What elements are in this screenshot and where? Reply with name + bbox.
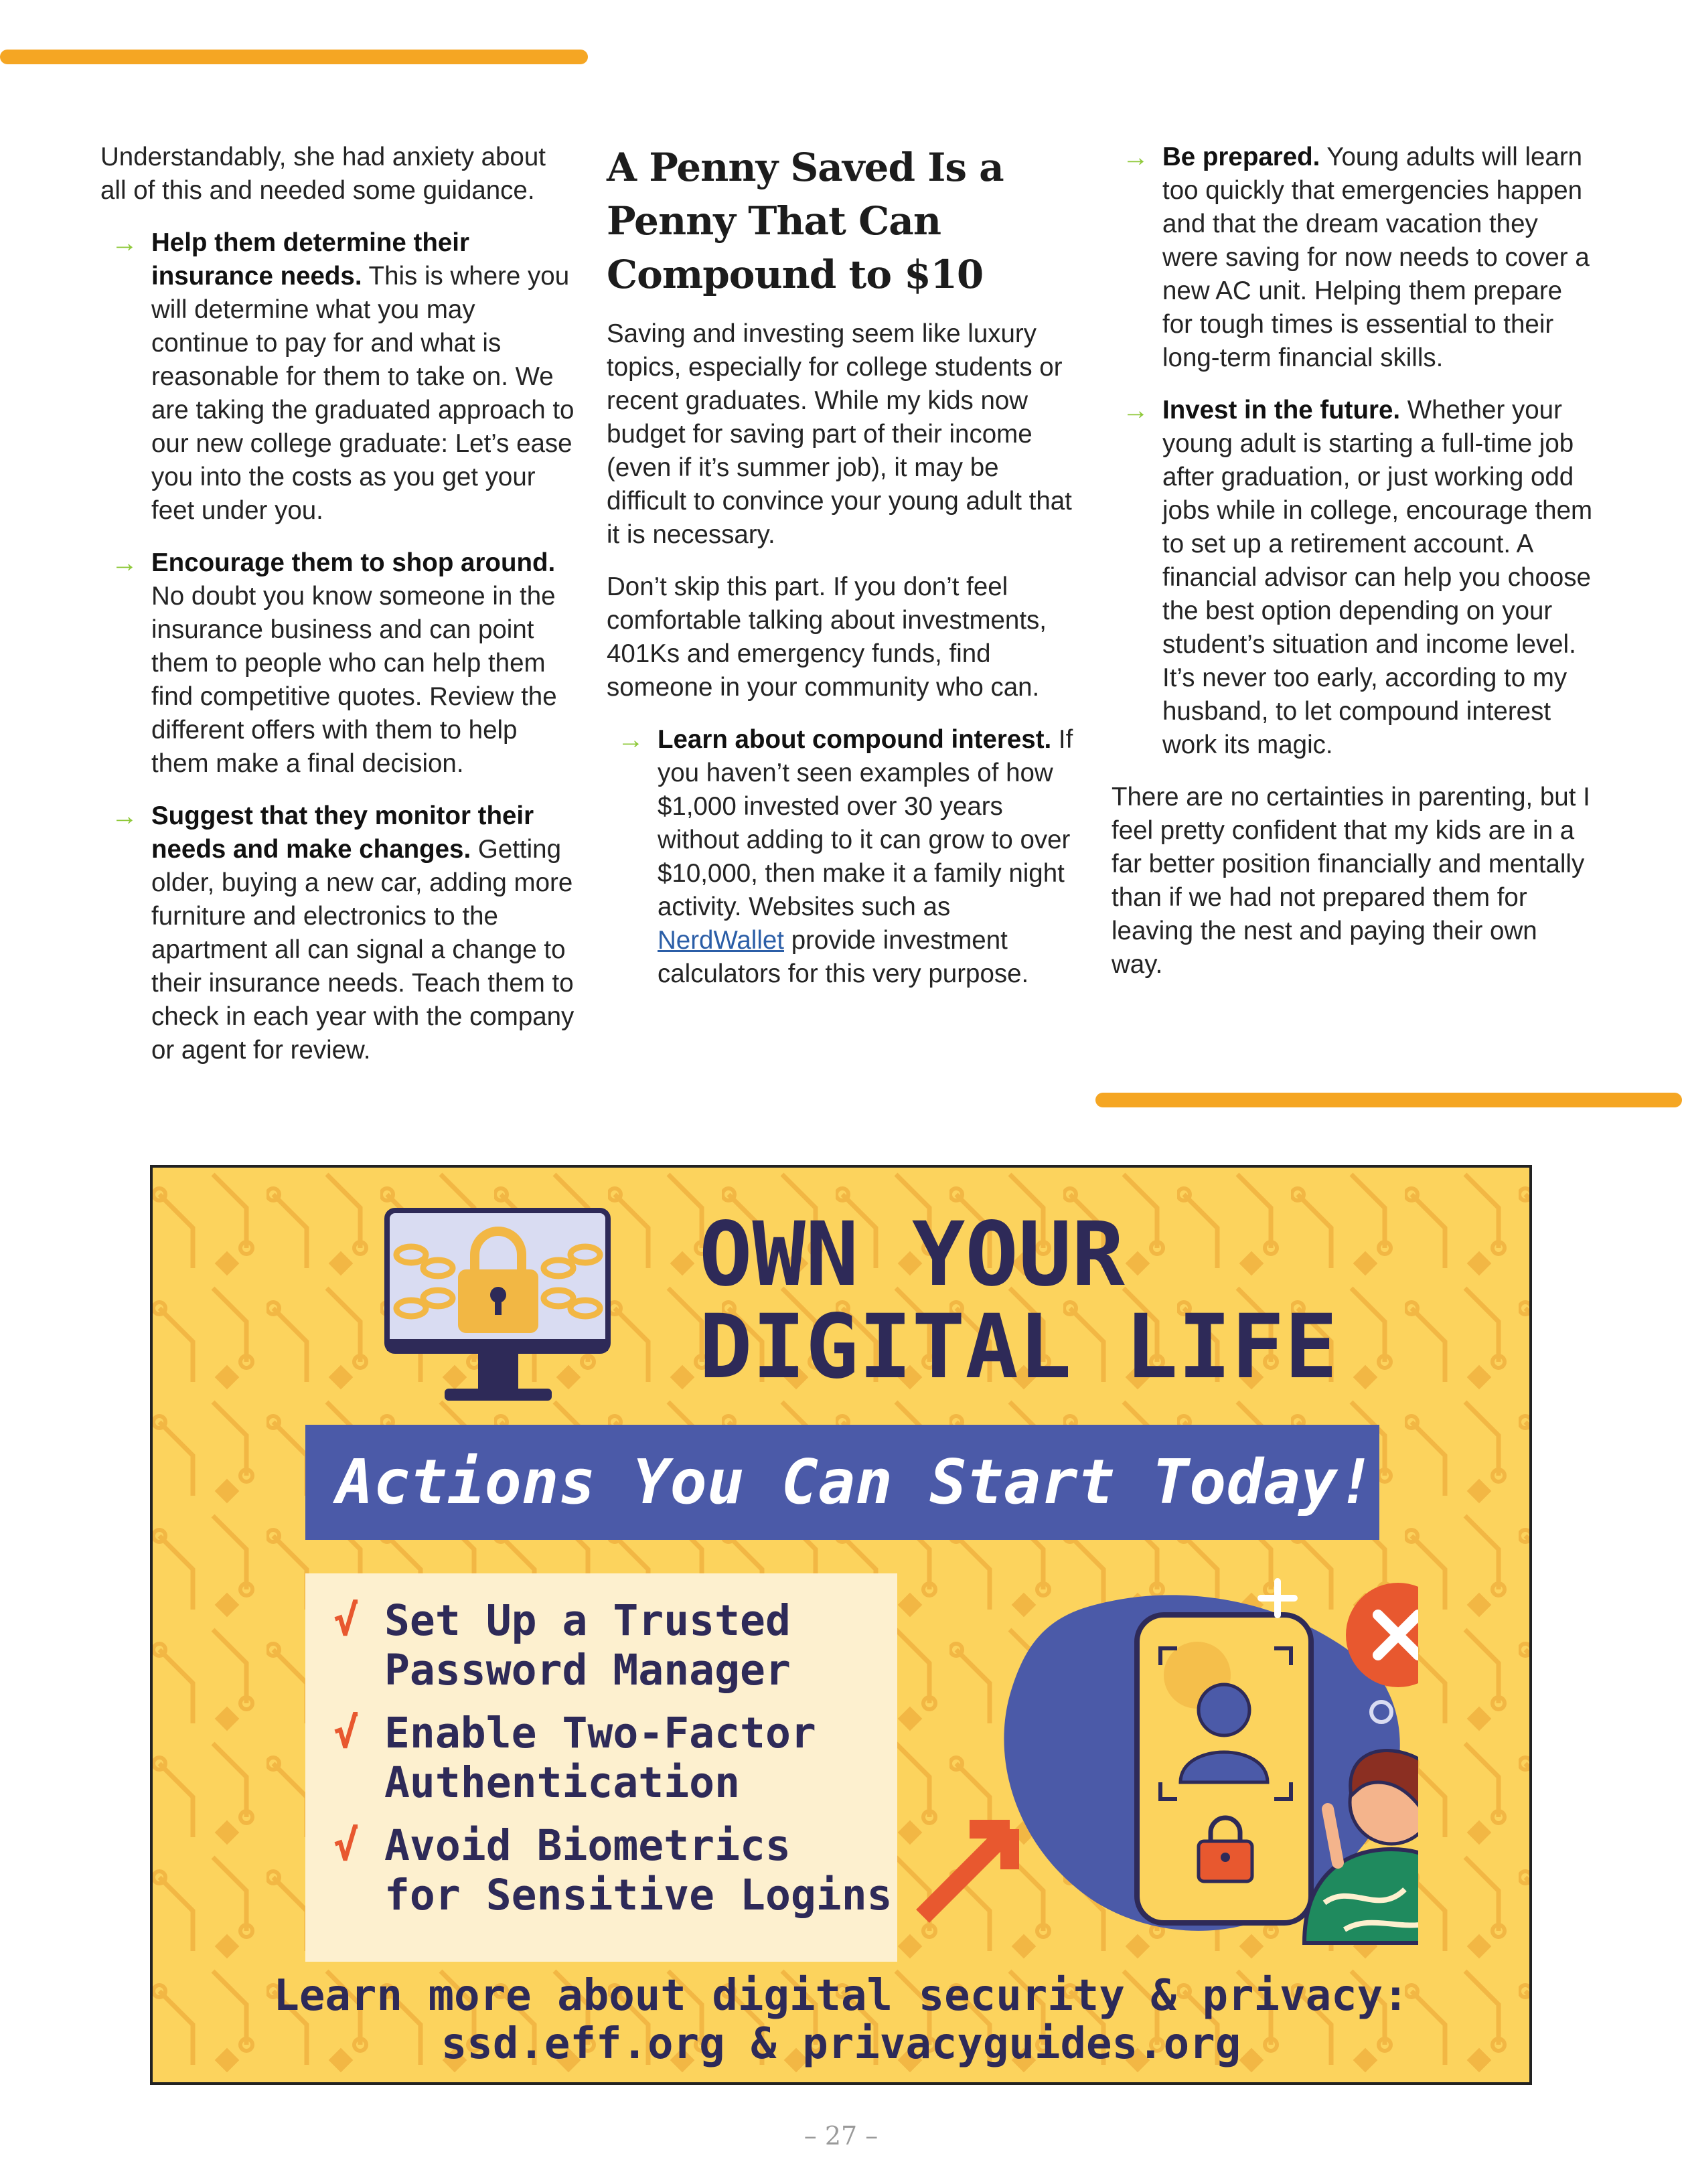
section-heading: A Penny Saved Is a Penny That Can Compound to $10 [607, 145, 1004, 297]
ad-banner-text: Actions You Can Start Today! [336, 1446, 1375, 1518]
list-item: → Suggest that they monitor their needs and make changes. Getting older, buying a new car, adding more furniture and electronics to the apartment all can signal a change to their insurance needs. Teach them to check in each year with the company or agent for review. [100, 799, 576, 1067]
ad-footer-line1: Learn more about digital security & privacy: [273, 1971, 1409, 2021]
arrow-right-icon: → [617, 725, 644, 755]
arrow-right-icon: → [1122, 143, 1149, 172]
check-icon: √ [333, 1596, 359, 1645]
check-icon: √ [333, 1821, 359, 1870]
list-item: → Invest in the future. Whether your young adult is starting a full-time job after graduation, or just working odd jobs while in college, encourage them to set up a retirement account. A financial advisor can help you choose the best option depending on your student’s situation and income level. It’s never too early, according to my husband, to let compound interest work its magic. [1112, 394, 1594, 762]
ad-title-line1: OWN YOUR [699, 1203, 1125, 1306]
paragraph: Don’t skip this part. If you don’t feel comfortable talking about investments, 401Ks and emergency funds, find someone in your community who can. [607, 572, 1047, 702]
arrow-right-icon: → [1122, 396, 1149, 425]
intro-paragraph: Understandably, she had anxiety about all of this and needed some guidance. [100, 143, 546, 205]
top-rule [0, 50, 588, 64]
arrow-right-icon: → [111, 228, 138, 258]
list-item: → Encourage them to shop around. No doubt you know someone in the insurance business and can point them to people who can help them find competitive quotes. Review the different offers with them to help them make a final decision. [100, 546, 576, 781]
column-end-rule [1095, 1093, 1682, 1107]
check-icon: √ [333, 1709, 359, 1758]
ad-footer-link[interactable]: ssd.eff.org & privacyguides.org [441, 2019, 1241, 2069]
checklist [333, 1596, 896, 1920]
checklist-item: √ Avoid Biometrics for Sensitive Logins [333, 1821, 893, 1920]
list-item: → Learn about compound interest. If you haven’t seen examples of how $1,000 invested over 30 years without adding to it can grow to over $10,000, then make it a family night activity. Websites such as NerdWallet provide investment calculators for this very purpose. [607, 723, 1075, 991]
arrow-right-icon: → [111, 801, 138, 831]
checklist-item: √ Enable Two-Factor Authentication [333, 1709, 816, 1807]
locked-monitor-icon [384, 1208, 625, 1422]
phone-person-illustration [909, 1568, 1418, 1983]
ad-title-line2: DIGITAL LIFE [699, 1296, 1338, 1399]
closing-paragraph: There are no certainties in parenting, but I feel pretty confident that my kids are in a far better position financially and mentally than if we had not prepared them for leaving the nest and paying their own way. [1112, 783, 1590, 979]
nerdwallet-link[interactable]: NerdWallet [658, 926, 784, 955]
column-1 [100, 141, 576, 1086]
list-item: → Help them determine their insurance needs. This is where you will determine what you may continue to pay for and what is reasonable for them to take on. We are taking the graduated approach to our new college graduate: Let’s ease you into the costs as you get your feet under you. [100, 226, 576, 528]
column-3 [1112, 141, 1594, 1000]
arrow-right-icon: → [111, 548, 138, 578]
checklist-item: √ Set Up a Trusted Password Manager [333, 1596, 791, 1695]
list-item: → Be prepared. Young adults will learn too quickly that emergencies happen and that the dream vacation they were saving for now needs to cover a new AC unit. Helping them prepare for tough times is essential to their long-term financial skills. [1112, 141, 1594, 375]
digital-life-ad [150, 1165, 1532, 2085]
paragraph: Saving and investing seem like luxury topics, especially for college students or recent graduates. While my kids now budget for saving part of their income (even if it’s summer job), it may be difficult to convince your young adult that it is necessary. [607, 319, 1072, 549]
page-number: – 27 – [804, 2121, 878, 2151]
column-2 [607, 141, 1075, 1010]
